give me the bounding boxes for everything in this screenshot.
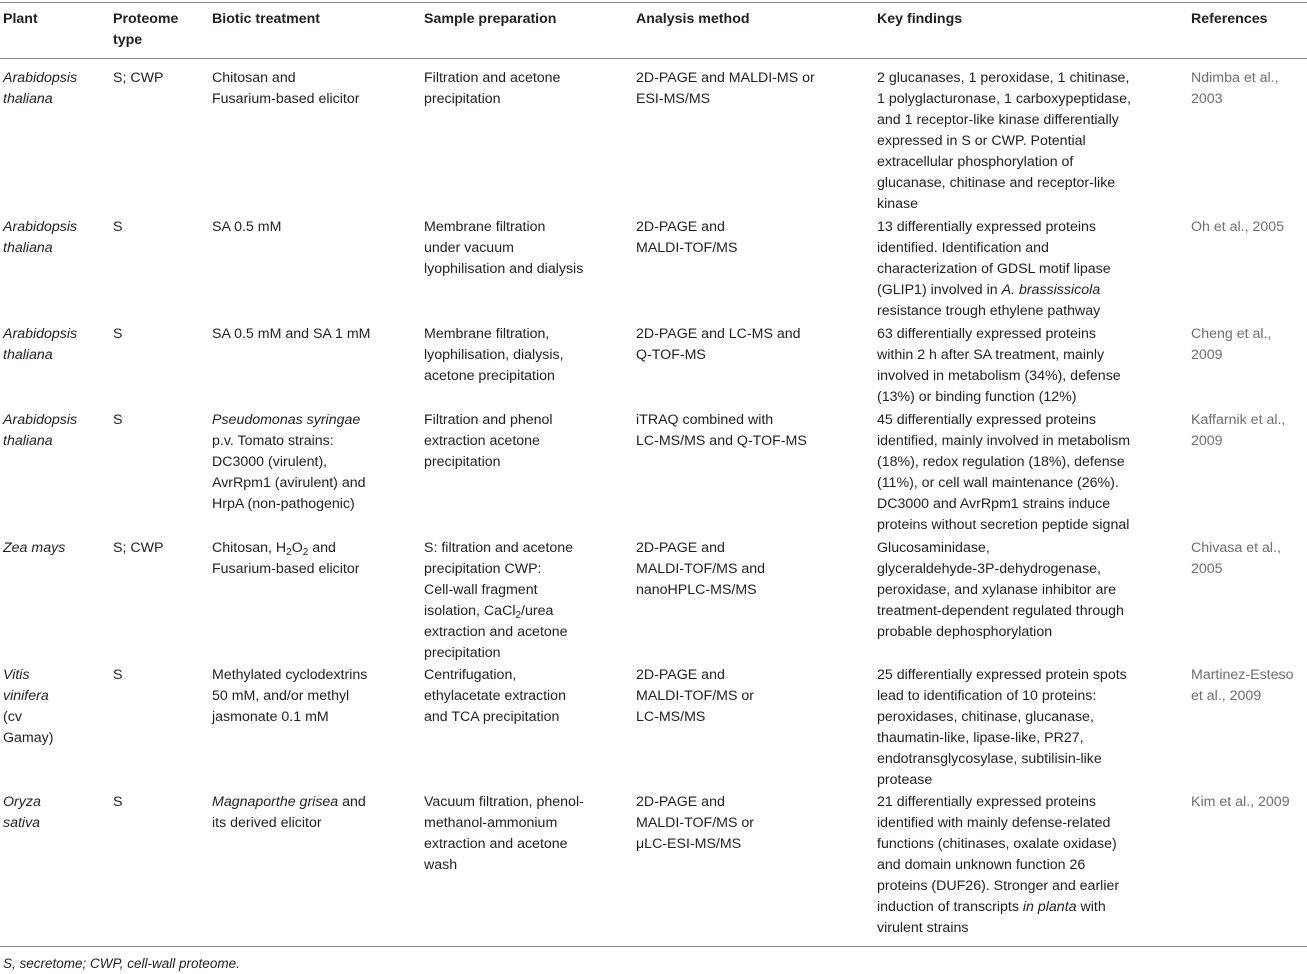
sample-line: under vacuum [424,240,514,256]
cell-proteome-type: S [113,412,123,428]
ref-line: Cheng et al., [1191,326,1272,342]
findings-line: endotransglycosylase, subtilisin-like [877,751,1102,767]
cell-proteome-type: S [113,326,123,342]
cell-biotic-treatment [212,68,412,110]
subscript: 2 [302,547,309,558]
header-proteome-type [113,9,178,51]
cell-plant [3,538,105,559]
sample-line: Filtration and phenol [424,412,553,428]
header-plant: Plant [3,11,38,27]
findings-species: A. brassissicola [1001,282,1101,298]
findings-line: proteins without secretion peptide signal [877,517,1130,533]
biotic-line [212,538,412,559]
sample-line [424,601,629,622]
sample-line: precipitation [424,645,501,661]
cell-plant [3,665,105,749]
plant-line: Arabidopsis [3,412,78,428]
cell-plant [3,68,105,110]
method-line: MALDI-TOF/MS and [636,561,766,577]
findings-line: 13 differentially expressed proteins [877,219,1096,235]
biotic-line: Fusarium-based elicitor [212,91,360,107]
findings-text: induction of transcripts [877,899,1023,915]
ref-line: 2009 [1191,347,1223,363]
findings-line: probable dephosphorylation [877,624,1053,640]
header-proteome-type-line2: type [113,32,143,48]
ref-line: 2003 [1191,91,1223,107]
biotic-line: DC3000 (virulent), [212,454,328,470]
sample-line: precipitation CWP: [424,561,542,577]
plant-line: thaliana [3,91,53,107]
sample-line: Membrane filtration, [424,326,550,342]
cell-reference [1191,665,1307,707]
sample-line: extraction and acetone [424,624,568,640]
plant-line: Vitis [3,667,30,683]
ref-line: Oh et al., 2005 [1191,219,1285,235]
cell-biotic-treatment [212,665,412,728]
findings-line: treatment-dependent regulated through [877,603,1124,619]
plant-line: Arabidopsis [3,219,78,235]
sample-line: Filtration and acetone [424,70,561,86]
table-bottom-rule [0,946,1307,947]
cell-biotic-treatment [212,410,412,515]
method-line: μLC-ESI-MS/MS [636,836,742,852]
header-key-findings: Key findings [877,11,963,27]
findings-line: 1 polyglacturonase, 1 carboxypeptidase, [877,91,1131,107]
method-line: 2D-PAGE and [636,540,725,556]
findings-line: protease [877,772,933,788]
sample-line: methanol-ammonium [424,815,558,831]
biotic-text: and [308,540,336,556]
cell-sample-preparation [424,665,629,728]
plant-line: Oryza [3,794,41,810]
cell-reference [1191,324,1307,366]
findings-line: (18%), redox regulation (18%), defense [877,454,1125,470]
subscript: 2 [286,547,292,558]
method-line: 2D-PAGE and [636,794,725,810]
findings-line: 25 differentially expressed protein spots [877,667,1127,683]
biotic-line: 50 mM, and/or methyl [212,688,350,704]
sample-line: and TCA precipitation [424,709,560,725]
sample-text: isolation, CaCl [424,603,516,619]
findings-line: and domain unknown function 26 [877,857,1086,873]
method-line: MALDI-TOF/MS [636,240,738,256]
method-line: 2D-PAGE and LC-MS and [636,326,801,342]
cell-analysis-method [636,68,868,110]
cell-key-findings [877,792,1177,939]
plant-line: Zea mays [3,540,66,556]
findings-line: characterization of GDSL motif lipase [877,261,1111,277]
plant-line: sativa [3,815,41,831]
sample-line: precipitation [424,91,501,107]
sample-line: Membrane filtration [424,219,546,235]
cell-sample-preparation [424,410,629,473]
cell-proteome-type: S [113,219,123,235]
cell-plant [3,410,105,452]
biotic-line: Fusarium-based elicitor [212,561,360,577]
method-line: 2D-PAGE and [636,667,725,683]
cell-analysis-method [636,324,868,366]
findings-line: (13%) or binding function (12%) [877,389,1077,405]
findings-line: identified, mainly involved in metabolism [877,433,1131,449]
header-sample-preparation: Sample preparation [424,11,557,27]
method-line: Q-TOF-MS [636,347,706,363]
table-header-rule [0,58,1307,59]
cell-sample-preparation [424,792,629,876]
method-line: LC-MS/MS [636,709,706,725]
plant-line: vinifera [3,688,49,704]
cell-biotic-treatment [212,324,412,345]
cell-analysis-method [636,538,868,601]
findings-line: glucanase, chitinase and receptor-like [877,175,1116,191]
findings-line: kinase [877,196,919,212]
sample-line: Vacuum filtration, phenol- [424,794,584,810]
biotic-line: AvrRpm1 (avirulent) and [212,475,366,491]
sample-line: wash [424,857,458,873]
findings-line: resistance trough ethylene pathway [877,303,1101,319]
sample-text: /urea [521,603,554,619]
sample-line: acetone precipitation [424,368,555,384]
plant-line: Gamay) [3,730,54,746]
findings-line [877,280,1177,301]
method-line: ESI-MS/MS [636,91,711,107]
biotic-line: jasmonate 0.1 mM [212,709,329,725]
ref-line: et al., 2009 [1191,688,1262,704]
table-top-rule [0,2,1307,3]
findings-line: involved in metabolism (34%), defense [877,368,1121,384]
ref-line: Ndimba et al., [1191,70,1279,86]
biotic-line: SA 0.5 mM and SA 1 mM [212,326,371,342]
cell-proteome-type: S; CWP [113,70,164,86]
cell-proteome-type: S [113,667,123,683]
sample-line: precipitation [424,454,501,470]
sample-line: ethylacetate extraction [424,688,566,704]
findings-line: functions (chitinases, oxalate oxidase) [877,836,1117,852]
method-line: iTRAQ combined with [636,412,774,428]
cell-biotic-treatment [212,538,412,580]
plant-line: thaliana [3,240,53,256]
cell-key-findings [877,217,1177,322]
biotic-line: its derived elicitor [212,815,322,831]
findings-line: glyceraldehyde-3P-dehydrogenase, [877,561,1101,577]
sample-line: lyophilisation and dialysis [424,261,584,277]
biotic-line: SA 0.5 mM [212,219,282,235]
sample-line: extraction acetone [424,433,540,449]
sample-line: S: filtration and acetone [424,540,574,556]
findings-line: (11%), or cell wall maintenance (26%). [877,475,1119,491]
findings-line: proteins (DUF26). Stronger and earlier [877,878,1120,894]
findings-line: 2 glucanases, 1 peroxidase, 1 chitinase, [877,70,1130,86]
cell-plant [3,792,105,834]
cell-plant [3,324,105,366]
header-proteome-type-line1: Proteome [113,11,179,27]
plant-line: thaliana [3,433,53,449]
cell-analysis-method [636,665,868,728]
ref-line: Martinez-Esteso [1191,667,1294,683]
cell-key-findings [877,665,1177,791]
findings-text: (GLIP1) involved in [877,282,1002,298]
method-line: LC-MS/MS and Q-TOF-MS [636,433,807,449]
cell-key-findings [877,68,1177,215]
sample-line: lyophilisation, dialysis, [424,347,564,363]
findings-line: DC3000 and AvrRpm1 strains induce [877,496,1111,512]
biotic-line: Methylated cyclodextrins [212,667,368,683]
findings-line: Glucosaminidase, [877,540,990,556]
cell-key-findings [877,324,1177,408]
cell-proteome-type: S; CWP [113,540,164,556]
cell-reference [1191,68,1307,110]
findings-line: peroxidase, and xylanase inhibitor are [877,582,1116,598]
findings-line: peroxidases, chitinase, glucanase, [877,709,1094,725]
plant-line: Arabidopsis [3,326,78,342]
biotic-text: O [291,540,303,556]
biotic-text: Chitosan, H [212,540,287,556]
findings-line: identified. Identification and [877,240,1049,256]
sample-line: Centrifugation, [424,667,517,683]
cell-reference [1191,538,1307,580]
cell-reference [1191,217,1307,238]
sample-line: Cell-wall fragment [424,582,538,598]
cell-reference [1191,410,1307,452]
cell-reference [1191,792,1307,813]
subscript: 2 [515,610,522,621]
findings-line: identified with mainly defense-related [877,815,1111,831]
findings-line: 21 differentially expressed proteins [877,794,1096,810]
biotic-line: p.v. Tomato strains: [212,433,334,449]
biotic-text: and [338,794,366,810]
findings-line: and 1 receptor-like kinase differentially [877,112,1119,128]
biotic-line: Chitosan and [212,70,296,86]
cell-key-findings [877,410,1177,536]
method-line: nanoHPLC-MS/MS [636,582,757,598]
biotic-line: Pseudomonas syringae [212,412,361,428]
ref-line: 2009 [1191,433,1223,449]
biotic-line [212,792,412,813]
findings-line: virulent strains [877,920,969,936]
plant-line: (cv [3,709,22,725]
ref-line: 2005 [1191,561,1223,577]
biotic-line: HrpA (non-pathogenic) [212,496,355,512]
method-line: MALDI-TOF/MS or [636,688,754,704]
cell-analysis-method [636,792,868,855]
method-line: 2D-PAGE and [636,219,725,235]
plant-line: thaliana [3,347,53,363]
findings-line: lead to identification of 10 proteins: [877,688,1097,704]
cell-sample-preparation [424,68,629,110]
findings-line: within 2 h after SA treatment, mainly [877,347,1105,363]
method-line: 2D-PAGE and MALDI-MS or [636,70,815,86]
ref-line: Kim et al., 2009 [1191,794,1290,810]
cell-biotic-treatment [212,792,412,834]
method-line: MALDI-TOF/MS or [636,815,754,831]
biotic-species: Magnaporthe grisea [212,794,339,810]
findings-line: expressed in S or CWP. Potential [877,133,1086,149]
findings-line: 63 differentially expressed proteins [877,326,1096,342]
header-biotic-treatment: Biotic treatment [212,11,320,27]
header-references: References [1191,11,1268,27]
header-analysis-method: Analysis method [636,11,750,27]
cell-biotic-treatment [212,217,412,238]
plant-line: Arabidopsis [3,70,78,86]
sample-line: extraction and acetone [424,836,568,852]
findings-line [877,897,1177,918]
findings-italic: in planta [1022,899,1077,915]
cell-analysis-method [636,410,868,452]
cell-proteome-type: S [113,794,123,810]
findings-text: with [1076,899,1106,915]
findings-line: 45 differentially expressed proteins [877,412,1096,428]
findings-line: thaumatin-like, lipase-like, PR27, [877,730,1084,746]
cell-analysis-method [636,217,868,259]
cell-key-findings [877,538,1177,643]
cell-sample-preparation [424,217,629,280]
table-footnote: S, secretome; CWP, cell-wall proteome. [3,956,240,971]
cell-sample-preparation [424,324,629,387]
cell-sample-preparation [424,538,629,664]
ref-line: Chivasa et al., [1191,540,1281,556]
cell-plant [3,217,105,259]
ref-line: Kaffarnik et al., [1191,412,1286,428]
findings-line: extracellular phosphorylation of [877,154,1074,170]
